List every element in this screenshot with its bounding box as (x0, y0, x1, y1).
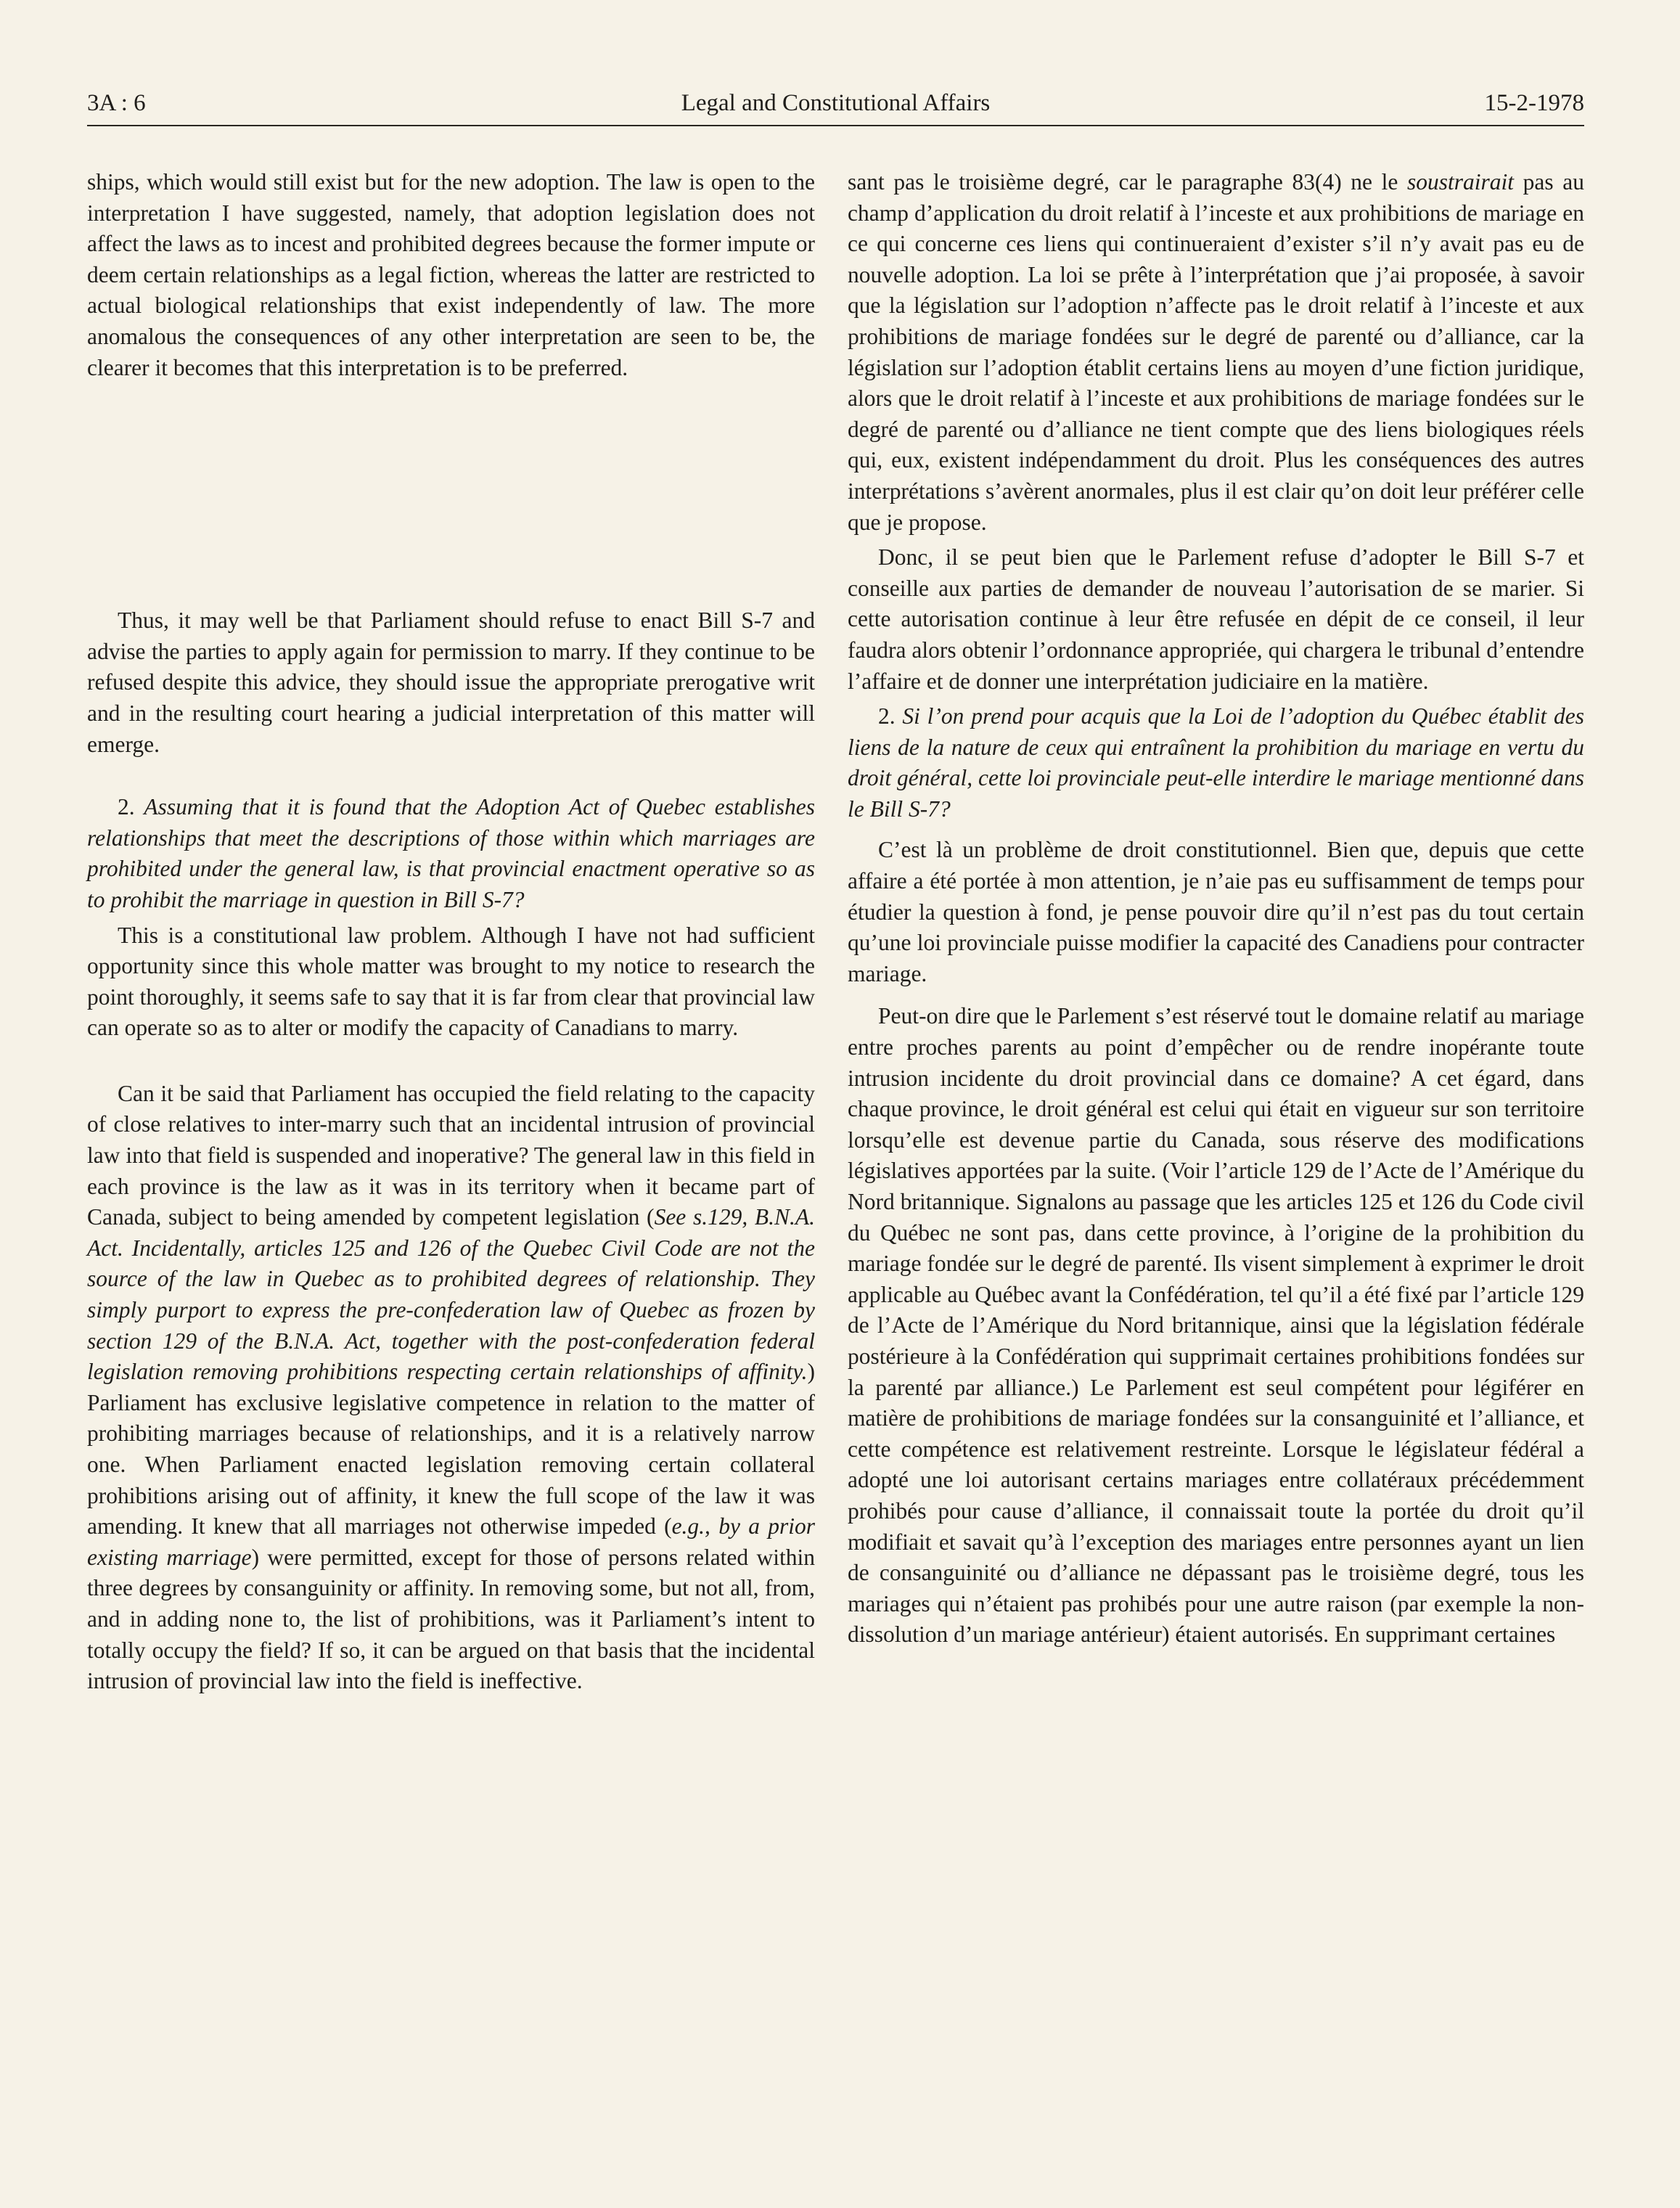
paragraph-continuation-fr (848, 167, 1584, 538)
paragraph-constitutional: This is a constitutional law problem. Although I have not had sufficient opportunity since this whole matter was brought to my notice to research the point thoroughly, it seems safe to say that it is far from clear that provincial law can operate so as to alter or modify the capacity of Canadians to marry. (87, 922, 815, 1041)
french-column (848, 167, 1584, 1651)
italic-run: See s.129, B.N.A. Act. Incidentally, articles 125 and 126 of the Quebec Civil Code are not the source of the law in Quebec as to prohibited degrees of relationship. They simply purport to express the pre-confederation law of Quebec as frozen by section 129 of the B.N.A. Act, together with the post-confederation federal legislation removing prohibitions respecting certain relationships of affinity. (87, 1204, 816, 1385)
text-run: Can it be said that Parliament has occupied the field relating to the capacity of close relatives to inter-marry such that an incidental intrusion of provincial law into that field is suspended and inoperative? The general law in this field in each province is the law as it was in its territory when it became part of Canada, subject to being amended by competent legislation ( (87, 1080, 815, 1230)
question-number: 2. (878, 703, 903, 729)
text-run: ) Parliament has exclusive legislative competence in relation to the matter of prohibiting marriages because of relationships, and it is a relatively narrow one. When Parliament enacted legislation removing certain collateral prohibitions arising out of affinity, it knew the full scope of the law it was amending. It knew that all marriages not otherwise impeded ( (87, 1359, 815, 1540)
italic-run: soustrairait (1407, 169, 1515, 195)
english-column (87, 167, 815, 1697)
text-run: sant pas le troisième degré, car le paragraphe 83(4) ne le (848, 169, 1407, 195)
question-number: 2. (118, 794, 144, 820)
page-number: 3A : 6 (87, 90, 146, 116)
question-2 (87, 792, 815, 915)
question-text: Assuming that it is found that the Adoption Act of Quebec establishes relationships that meet the descriptions of those within which marriages are prohibited under the general law, is that provincial enactment operative so as to prohibit the marriage in question in Bill S-7? (87, 794, 815, 912)
paragraph-constitutionnel: C’est là un problème de droit constitutionnel. Bien que, depuis que cette affaire a été portée à mon attention, je n’aie pas eu suffisamment de temps pour étudier la question à fond, je pense pouvoir dire qu’il n’est pas du tout certain qu’une loi provinciale puisse modifier la capacité des Canadiens pour contracter mariage. (848, 837, 1584, 986)
paragraph-thus: Thus, it may well be that Parliament should refuse to enact Bill S-7 and advise the parties to apply again for permission to marry. If they continue to be refused despite this advice, they should issue the appropriate prerogative writ and in the resulting court hearing a judicial interpretation of this matter will emerge. (87, 608, 815, 757)
publication-title: Legal and Constitutional Affairs (681, 90, 991, 116)
paragraph-occupied-field (87, 1079, 815, 1697)
text-run: pas au champ d’application du droit relatif à l’inceste et aux prohibitions de mariage en ce qui concerne ces liens qui continueraient d’exister s’il n’y avait pas eu de nouvelle adoption. La loi se prête à l’interprétation que j’ai proposée, à savoir que la législation sur l’adoption n’affecte pas le droit relatif à l’inceste et aux prohibitions de mariage fondées sur le degré de parenté ou d’alliance, car la législation sur l’adoption établit certains liens au moyen d’une fiction juridique, alors que le droit relatif à l’inceste et aux prohibitions de mariage fondées sur le degré de parenté ou d’alliance ne tient compte que des liens biologiques réels qui, eux, existent indépendamment du droit. Plus les conséquences des autres interprétations s’avèrent anormales, plus il est clair qu’on doit leur préférer celle que je propose. (848, 169, 1584, 535)
question-text: Si l’on prend pour acquis que la Loi de l’adoption du Québec établit des liens de la nature de ceux qui entraînent la prohibition du mariage en vertu du droit général, cette loi provinciale peut-elle interdire le mariage mentionné dans le Bill S-7? (848, 703, 1584, 822)
italic-run: e.g., by a prior existing marriage (87, 1513, 815, 1570)
paragraph-donc: Donc, il se peut bien que le Parlement refuse d’adopter le Bill S-7 et conseille aux parties de demander de nouveau l’autorisation de se marier. Si cette autorisation continue à leur être refusée en dépit de ce conseil, il leur faudra alors obtenir l’ordonnance appropriée, qui chargera le tribunal d’entendre l’affaire et de donner une interprétation judiciaire en la matière. (848, 544, 1584, 694)
running-header (87, 86, 1584, 129)
issue-date: 15-2-1978 (1484, 90, 1584, 116)
paragraph-domaine: Peut-on dire que le Parlement s’est réservé tout le domaine relatif au mariage entre proches parents au point d’empêcher ou de rendre inopérante toute intrusion incidente du droit provincial dans ce domaine? A cet égard, dans chaque province, le droit général est celui qui était en vigueur sur son territoire lorsqu’elle est devenue partie du Canada, sous réserve des modifications législatives apportées par la suite. (Voir l’article 129 de l’Acte de l’Amérique du Nord britannique. Signalons au passage que les articles 125 et 126 du Code civil du Québec ne sont pas, dans cette province, à l’origine de la prohibition du mariage fondée sur le degré de parenté. Ils visent simplement à exprimer le droit applicable au Québec avant la Confédération, tel qu’il a été fixé par l’article 129 de l’Acte de l’Amérique du Nord britannique, ainsi que la législation fédérale postérieure à la Confédération qui supprimait certaines prohibitions fondées sur la parenté par alliance.) Le Parlement est seul compétent pour légiférer en matière de prohibitions de mariage fondées sur la consanguinité et l’alliance, et cette compétence est relativement restreinte. Lorsque le législateur fédéral a adopté une loi autorisant certains mariages entre collatéraux précédemment prohibés pour cause d’alliance, il connaissait toute la portée du droit qu’il modifiait et savait qu’à l’exception des mariages entre personnes ayant un lien de consanguinité ou d’alliance ne dépassant pas le troisième degré, tous les mariages qui n’étaient pas prohibés pour une autre raison (par exemple la non-dissolution d’un mariage antérieur) étaient autorisés. En supprimant certaines (848, 1003, 1584, 1648)
paragraph-continuation: ships, which would still exist but for the new adoption. The law is open to the interpretation I have suggested, namely, that adoption legislation does not affect the laws as to incest and prohibited degrees because the former impute or deem certain relationships as a legal fiction, whereas the latter are restricted to actual biological relationships that exist independently of law. The more anomalous the consequences of any other interpretation are seen to be, the clearer it becomes that this interpretation is to be preferred. (87, 169, 815, 380)
header-rule (87, 125, 1584, 126)
question-2-fr (848, 701, 1584, 825)
text-run: ) were permitted, except for those of persons related within three degrees by consanguinity or affinity. In removing some, but not all, from, and in adding none to, the list of prohibitions, was it Parliament’s intent to totally occupy the field? If so, it can be argued on that basis that the incidental intrusion of provincial law into the field is ineffective. (87, 1544, 816, 1694)
